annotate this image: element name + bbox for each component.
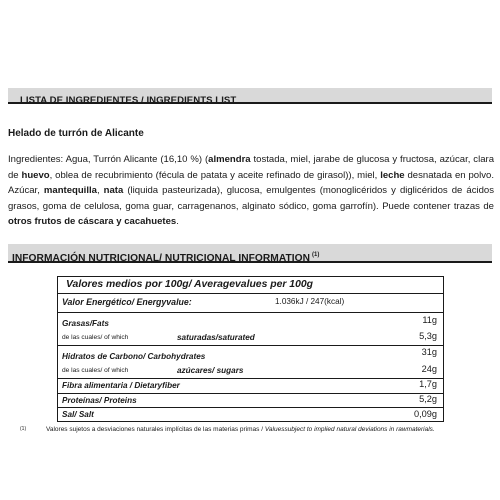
- saturated-value: 5,3g: [419, 331, 437, 341]
- protein-value: 5,2g: [419, 394, 437, 404]
- sugars-label: azúcares/ sugars: [177, 366, 244, 375]
- salt-label: Sal/ Salt: [62, 410, 94, 419]
- sugars-value: 24g: [421, 364, 437, 374]
- ingredients-list-header: [8, 88, 492, 104]
- table-row-fat: [58, 312, 443, 346]
- ingredients-part: Azúcar: [8, 185, 38, 197]
- ingredients-part: ,: [96, 185, 104, 197]
- energy-value: 1.036kJ / 247(kcal): [275, 297, 345, 306]
- table-row-energy: [58, 293, 443, 313]
- allergen-nata: nata: [103, 185, 124, 197]
- allergen-traces: otros frutos de cáscara y cacahuetes: [8, 216, 177, 228]
- fiber-label: Fibra alimentaria / Dietaryfiber: [62, 381, 180, 390]
- table-header-row: [58, 277, 443, 294]
- fiber-value: 1,7g: [419, 379, 437, 389]
- ingredients-part: (liquida pasteurizada), glucosa, emulgentes (monoglicéridos y diglicéridos de ácidos grasos, goma de celulosa, goma guar, carragenanos, alginato sódico, goma garrofín). Puede contener trazas de: [8, 185, 494, 212]
- ingredients-part: ,: [37, 185, 44, 197]
- nutrition-info-header: [8, 244, 492, 263]
- ingredients-list-title: LISTA DE INGREDIENTES / INGREDIENTS LIST: [20, 95, 237, 106]
- ingredients-part: tostada, miel, jarabe de glucosa y fructosa, azúcar, clara de: [8, 154, 494, 181]
- ingredients-part: .: [176, 216, 179, 228]
- nutrition-footnote-ref: (1): [312, 252, 320, 258]
- allergen-almendra: almendra: [208, 154, 251, 165]
- energy-label: Valor Energético/ Energyvalue:: [62, 297, 192, 307]
- footnote-text-en: Valuessubject to implied natural deviations in rawmaterials.: [264, 426, 435, 433]
- fat-label: Grasas/Fats: [62, 319, 109, 328]
- saturated-label: saturadas/saturated: [177, 333, 255, 342]
- salt-value: 0,09g: [414, 409, 437, 419]
- carbs-value: 31g: [421, 347, 437, 357]
- table-row-fiber: [58, 378, 443, 394]
- table-row-protein: [58, 393, 443, 408]
- protein-label: Proteínas/ Proteins: [62, 396, 137, 405]
- allergen-leche: leche: [380, 169, 405, 181]
- footnote-text-es: Valores sujetos a desviaciones naturales implícitas de las materias primas /: [46, 426, 265, 433]
- allergen-huevo: huevo: [21, 169, 50, 181]
- ingredients-text: [8, 152, 494, 230]
- of-which-label: de las cuales/ of which: [62, 367, 129, 374]
- ingredients-part: , oblea de recubrimiento (fécula de patata y aceite refinado de girasol)), miel,: [49, 169, 381, 181]
- table-row-carbs: [58, 345, 443, 379]
- ingredients-part: Ingredientes: Agua, Turrón Alicante (16,10 %) (: [8, 154, 209, 165]
- carbs-label: Hidratos de Carbono/ Carbohydrates: [62, 352, 206, 361]
- footnote-mark: (1): [20, 426, 27, 432]
- footnote-text: [46, 426, 435, 433]
- of-which-label: de las cuales/ of which: [62, 334, 129, 341]
- table-row-salt: [58, 407, 443, 422]
- table-header: Valores medios por 100g/ Averagevalues per 100g: [66, 279, 313, 290]
- product-name: Helado de turrón de Alicante: [8, 128, 144, 139]
- fat-value: 11g: [422, 315, 437, 325]
- allergen-mantequilla: mantequilla: [43, 185, 97, 197]
- ingredients-part: desnatada en polvo.: [404, 169, 494, 181]
- nutrition-table: [57, 276, 444, 422]
- nutrition-info-title: INFORMACIÓN NUTRICIONAL/ NUTRICIONAL INFORMATION: [12, 253, 310, 264]
